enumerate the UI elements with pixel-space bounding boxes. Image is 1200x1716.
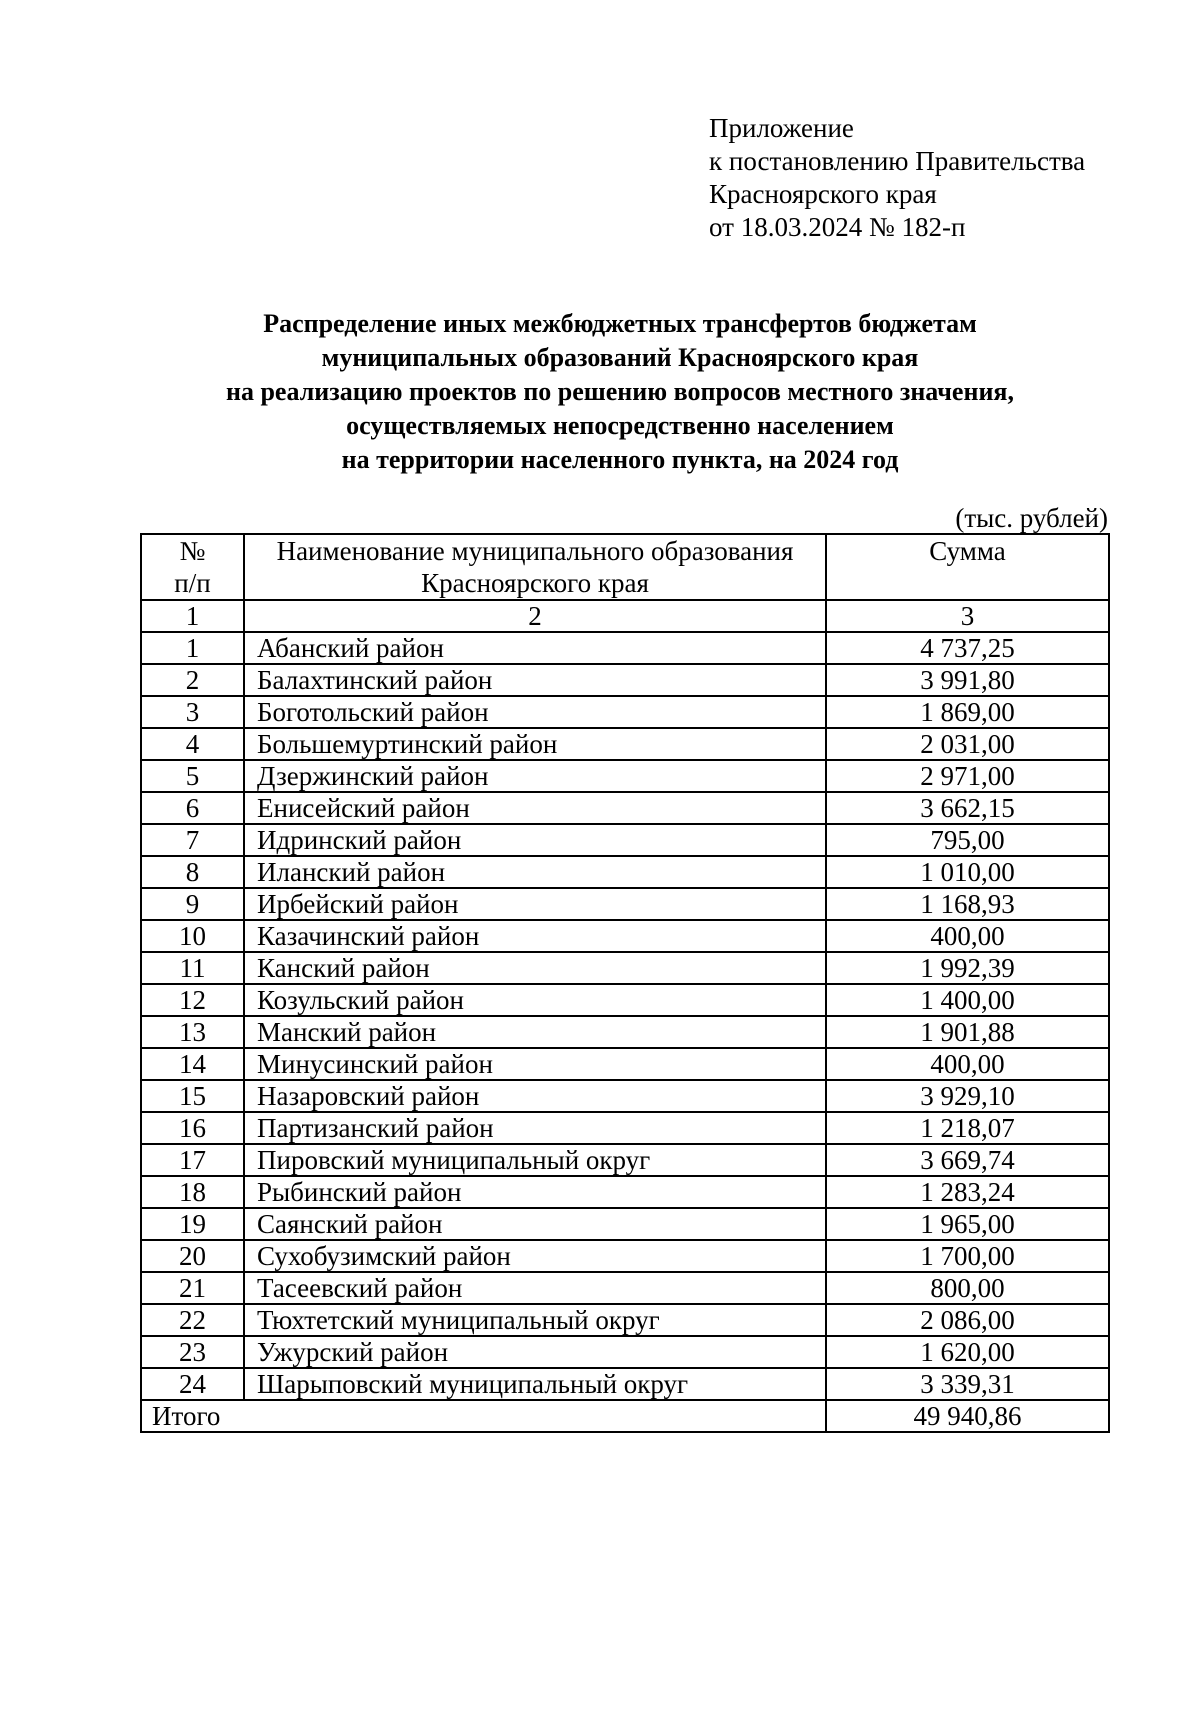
row-name: Партизанский район xyxy=(244,1112,826,1144)
row-name: Манский район xyxy=(244,1016,826,1048)
table-row xyxy=(141,664,1109,696)
distribution-table xyxy=(140,533,1110,1433)
row-sum: 4 737,25 xyxy=(826,632,1109,664)
table-row xyxy=(141,1080,1109,1112)
table-row xyxy=(141,888,1109,920)
header-number-line1: № xyxy=(179,536,206,566)
row-sum: 400,00 xyxy=(826,1048,1109,1080)
table-row xyxy=(141,1016,1109,1048)
header-number xyxy=(141,534,244,600)
row-number: 18 xyxy=(141,1176,244,1208)
total-sum: 49 940,86 xyxy=(826,1400,1109,1432)
row-number: 7 xyxy=(141,824,244,856)
row-sum: 2 086,00 xyxy=(826,1304,1109,1336)
row-number: 10 xyxy=(141,920,244,952)
table-header-row xyxy=(141,534,1109,600)
row-name: Рыбинский район xyxy=(244,1176,826,1208)
row-number: 2 xyxy=(141,664,244,696)
row-name: Дзержинский район xyxy=(244,760,826,792)
row-number: 5 xyxy=(141,760,244,792)
table-row xyxy=(141,1272,1109,1304)
row-name: Козульский район xyxy=(244,984,826,1016)
appendix-line: от 18.03.2024 № 182-п xyxy=(709,212,966,242)
row-sum: 3 929,10 xyxy=(826,1080,1109,1112)
row-number: 20 xyxy=(141,1240,244,1272)
table-row xyxy=(141,1176,1109,1208)
row-number: 23 xyxy=(141,1336,244,1368)
row-number: 4 xyxy=(141,728,244,760)
table-row xyxy=(141,1208,1109,1240)
row-number: 21 xyxy=(141,1272,244,1304)
row-sum: 3 662,15 xyxy=(826,792,1109,824)
row-sum: 1 620,00 xyxy=(826,1336,1109,1368)
row-sum: 800,00 xyxy=(826,1272,1109,1304)
title-line: на реализацию проектов по решению вопросов местного значения, xyxy=(225,377,1014,406)
table-row xyxy=(141,792,1109,824)
row-number: 8 xyxy=(141,856,244,888)
header-name-line2: Красноярского края xyxy=(421,568,649,598)
row-name: Идринский район xyxy=(244,824,826,856)
row-number: 24 xyxy=(141,1368,244,1400)
row-name: Канский район xyxy=(244,952,826,984)
total-row xyxy=(141,1400,1109,1432)
appendix-header xyxy=(709,112,1085,244)
row-name: Абанский район xyxy=(244,632,826,664)
row-name: Назаровский район xyxy=(244,1080,826,1112)
row-name: Тюхтетский муниципальный округ xyxy=(244,1304,826,1336)
table-row xyxy=(141,1368,1109,1400)
table-row xyxy=(141,1240,1109,1272)
row-sum: 1 992,39 xyxy=(826,952,1109,984)
table-row xyxy=(141,1048,1109,1080)
table-row xyxy=(141,1112,1109,1144)
row-number: 13 xyxy=(141,1016,244,1048)
table-row xyxy=(141,1144,1109,1176)
row-number: 1 xyxy=(141,632,244,664)
row-name: Ужурский район xyxy=(244,1336,826,1368)
table-row xyxy=(141,760,1109,792)
row-sum: 1 400,00 xyxy=(826,984,1109,1016)
title-line: муниципальных образований Красноярского края xyxy=(321,343,919,372)
row-number: 11 xyxy=(141,952,244,984)
row-sum: 2 031,00 xyxy=(826,728,1109,760)
row-name: Балахтинский район xyxy=(244,664,826,696)
table-row xyxy=(141,920,1109,952)
row-name: Большемуртинский район xyxy=(244,728,826,760)
row-name: Енисейский район xyxy=(244,792,826,824)
title-line: осуществляемых непосредственно населением xyxy=(346,411,894,440)
row-number: 9 xyxy=(141,888,244,920)
row-sum: 3 991,80 xyxy=(826,664,1109,696)
header-name xyxy=(244,534,826,600)
total-label: Итого xyxy=(141,1400,826,1432)
row-sum: 2 971,00 xyxy=(826,760,1109,792)
row-name: Пировский муниципальный округ xyxy=(244,1144,826,1176)
row-number: 17 xyxy=(141,1144,244,1176)
row-sum: 3 339,31 xyxy=(826,1368,1109,1400)
row-number: 3 xyxy=(141,696,244,728)
table-row xyxy=(141,632,1109,664)
appendix-line: Красноярского края xyxy=(709,179,937,209)
row-sum: 1 965,00 xyxy=(826,1208,1109,1240)
row-name: Иланский район xyxy=(244,856,826,888)
table-row xyxy=(141,1336,1109,1368)
row-name: Сухобузимский район xyxy=(244,1240,826,1272)
row-sum: 1 010,00 xyxy=(826,856,1109,888)
table-row xyxy=(141,1304,1109,1336)
table-body xyxy=(141,632,1109,1400)
column-number: 1 xyxy=(141,600,244,632)
row-sum: 1 283,24 xyxy=(826,1176,1109,1208)
row-number: 6 xyxy=(141,792,244,824)
title-line: на территории населенного пункта, на 2024 год xyxy=(341,445,899,474)
row-number: 14 xyxy=(141,1048,244,1080)
title-line: Распределение иных межбюджетных трансфертов бюджетам xyxy=(263,309,977,338)
row-sum: 1 901,88 xyxy=(826,1016,1109,1048)
row-name: Тасеевский район xyxy=(244,1272,826,1304)
table-row xyxy=(141,728,1109,760)
table-row xyxy=(141,952,1109,984)
header-sum: Сумма xyxy=(826,534,1109,600)
column-number: 3 xyxy=(826,600,1109,632)
row-sum: 1 700,00 xyxy=(826,1240,1109,1272)
row-number: 12 xyxy=(141,984,244,1016)
column-number-row xyxy=(141,600,1109,632)
document-title xyxy=(140,307,1100,477)
row-name: Саянский район xyxy=(244,1208,826,1240)
row-number: 22 xyxy=(141,1304,244,1336)
row-name: Шарыповский муниципальный округ xyxy=(244,1368,826,1400)
table-row xyxy=(141,856,1109,888)
row-name: Минусинский район xyxy=(244,1048,826,1080)
table-row xyxy=(141,984,1109,1016)
header-name-line1: Наименование муниципального образования xyxy=(276,536,794,566)
row-sum: 1 218,07 xyxy=(826,1112,1109,1144)
column-number: 2 xyxy=(244,600,826,632)
row-name: Казачинский район xyxy=(244,920,826,952)
table-row xyxy=(141,824,1109,856)
row-sum: 1 869,00 xyxy=(826,696,1109,728)
appendix-line: к постановлению Правительства xyxy=(709,146,1086,176)
row-number: 16 xyxy=(141,1112,244,1144)
row-sum: 795,00 xyxy=(826,824,1109,856)
units-label: (тыс. рублей) xyxy=(955,503,1108,533)
appendix-line: Приложение xyxy=(709,113,854,143)
row-sum: 3 669,74 xyxy=(826,1144,1109,1176)
row-name: Ирбейский район xyxy=(244,888,826,920)
row-number: 19 xyxy=(141,1208,244,1240)
row-sum: 1 168,93 xyxy=(826,888,1109,920)
table-row xyxy=(141,696,1109,728)
row-name: Боготольский район xyxy=(244,696,826,728)
row-sum: 400,00 xyxy=(826,920,1109,952)
header-number-line2: п/п xyxy=(174,568,211,598)
row-number: 15 xyxy=(141,1080,244,1112)
